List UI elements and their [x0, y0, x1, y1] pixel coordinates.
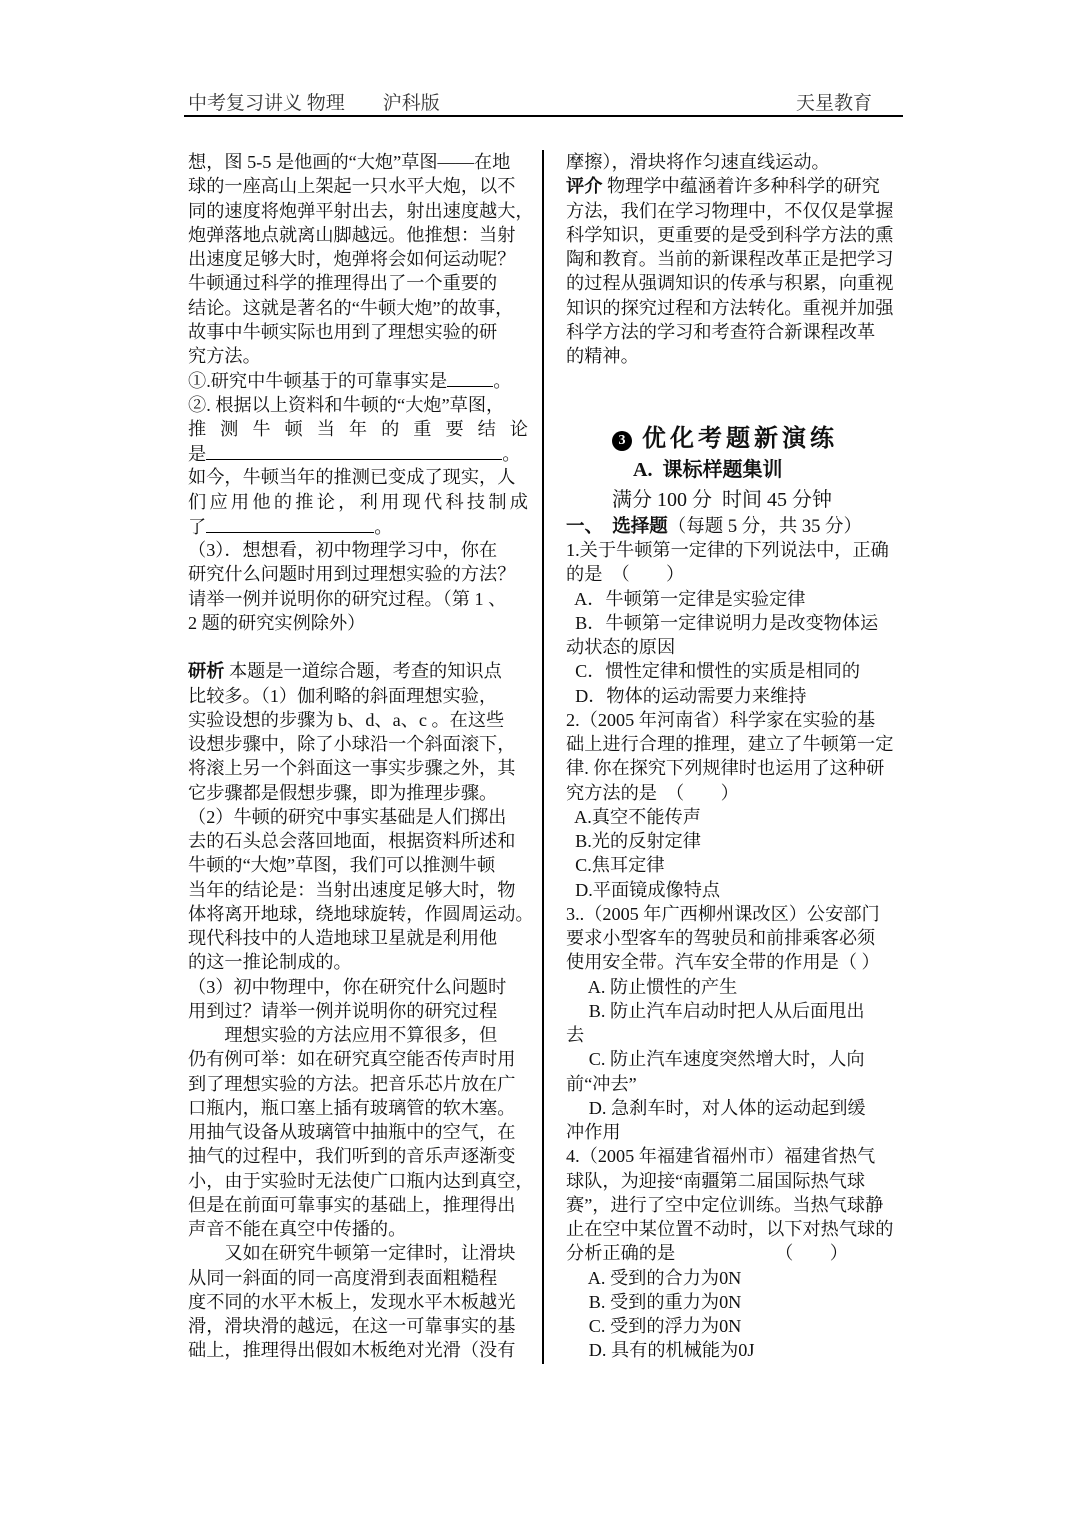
line-text: D. 急刹车时，对人体的运动起到缓 [566, 1097, 866, 1118]
text-line [566, 538, 902, 562]
text-line [188, 1217, 528, 1241]
text-line [188, 1023, 528, 1047]
left-column [188, 150, 534, 1363]
line-text: 4.（2005 年福建省福州市）福建省热气 [566, 1146, 876, 1167]
line-text: 球的一座高山上架起一只水平大炮，以不 [188, 176, 516, 197]
text-line [566, 320, 902, 344]
line-text: 出速度足够大时，炮弹将会如何运动呢？ [188, 249, 516, 269]
text-line [188, 684, 528, 708]
line-text: 滑，滑块滑的越远，在这一可靠事实的基 [188, 1316, 516, 1336]
line-text: A.真空不能传声 [566, 806, 701, 827]
text-line [566, 853, 902, 877]
line-text: 当年的结论是：当射出速度足够大时，物 [188, 879, 516, 900]
text-line [188, 393, 528, 417]
part-title: 选择题 [612, 517, 668, 537]
text-line [188, 538, 528, 562]
line-end-text: 。 [502, 444, 521, 464]
line-text: A. 受到的合力为0N [566, 1267, 742, 1288]
text-line [188, 562, 528, 586]
text-line [188, 150, 528, 174]
line-text: 去 [566, 1025, 585, 1045]
line-text: 赛”，进行了空中定位训练。当热气球静 [566, 1194, 884, 1215]
line-text: 础上进行合理的推理，建立了牛顿第一定 [566, 734, 894, 754]
line-text: 故事中牛顿实际也用到了理想实验的研 [188, 321, 498, 342]
text-line [566, 805, 902, 829]
line-text: C. 防止汽车速度突然增大时，人向 [566, 1049, 865, 1070]
line-text: B. 受到的重力为0N [566, 1291, 742, 1312]
text-line [188, 878, 528, 902]
line-text: A. 防止惯性的产生 [566, 976, 738, 997]
text-line [188, 199, 534, 223]
line-text: 它步骤都是假想步骤，即为推理步骤。 [188, 782, 498, 803]
text-line [566, 1144, 902, 1168]
text-line [188, 853, 528, 877]
text-line [188, 296, 528, 320]
text-line [566, 247, 902, 271]
text-line [566, 635, 902, 659]
section-heading [612, 418, 838, 453]
line-text: 用到过？请举一例并说明你的研究过程 [188, 1000, 498, 1021]
text-line [566, 1338, 902, 1362]
line-text: 结论。这就是著名的“牛顿大炮”的故事， [188, 297, 514, 318]
text-line [188, 247, 528, 271]
text-line [566, 1072, 902, 1096]
text-line [566, 1217, 902, 1241]
text-line [188, 611, 528, 635]
text-line [188, 1072, 528, 1096]
text-line [188, 975, 528, 999]
text-line [188, 1120, 528, 1144]
text-line [566, 271, 902, 295]
line-text: 动状态的原因 [566, 637, 676, 657]
text-line [566, 1241, 902, 1265]
text-line [188, 829, 528, 853]
fill-in-blank [206, 441, 502, 460]
text-line [566, 562, 902, 586]
text-line [188, 635, 528, 659]
text-line [188, 1266, 528, 1290]
line-text: 要求小型客车的驾驶员和前排乘客必须 [566, 928, 876, 948]
text-line [188, 708, 528, 732]
text-line [566, 781, 902, 805]
line-text: 的这一推论制成的。 [188, 952, 352, 973]
line-text: （3）．想想看，初中物理学习中，你在 [188, 540, 498, 560]
line-text: D．物体的运动需要力来维持 [566, 685, 807, 706]
line-text: 声音不能在真空中传播的。 [188, 1219, 407, 1239]
line-text: 到了理想实验的方法。把音乐芯片放在广 [188, 1073, 516, 1094]
text-line [566, 587, 902, 611]
text-line [566, 174, 902, 198]
line-text: 律. 你在探究下列规律时也运用了这种研 [566, 758, 885, 779]
text-line [188, 1314, 528, 1338]
right-column-top [566, 150, 902, 368]
text-line [188, 1144, 528, 1168]
section-title: 优化考题新演练 [642, 426, 838, 452]
text-line [188, 1193, 528, 1217]
line-text: 冲作用 [566, 1122, 621, 1142]
line-text: 知识的探究过程和方法转化。重视并加强 [566, 297, 894, 318]
line-end-text: 。 [493, 371, 512, 392]
line-text: 如今，牛顿当年的推测已变成了现实，人 [188, 467, 516, 488]
text-line [566, 1023, 902, 1047]
text-line [188, 1169, 534, 1193]
line-text: 3..（2005 年广西柳州课改区）公安部门 [566, 903, 880, 924]
part-note: （每题 5 分，共 35 分） [667, 517, 863, 537]
text-line [566, 708, 902, 732]
section-subtitle: A. 课标样题集训 [633, 459, 783, 481]
line-text: （3）初中物理中，你在研究什么问题时 [188, 976, 507, 997]
text-line [566, 1193, 902, 1217]
fill-in-blank [206, 514, 374, 533]
text-line [188, 223, 528, 247]
line-text: 同的速度将炮弹平射出去，射出速度越大， [188, 200, 534, 221]
line-text: 的精神。 [566, 346, 639, 366]
score-time: 满分 100 分 时间 45 分钟 [612, 489, 832, 511]
line-text: 科学方法的学习和考查符合新课程改革 [566, 321, 876, 342]
text-line [566, 902, 902, 926]
line-text: 前“冲去” [566, 1073, 637, 1094]
line-text: 止在空中某位置不动时，以下对热气球的 [566, 1219, 894, 1239]
line-text: 将滚上另一个斜面这一事实步骤之外，其 [188, 758, 516, 779]
line-text: 科学知识，更重要的是受到科学方法的熏 [566, 224, 894, 245]
header-right: 天星教育 [796, 93, 873, 114]
line-text: D.平面镜成像特点 [566, 879, 721, 900]
bold-label: 研析 [188, 661, 225, 682]
text-line [188, 781, 528, 805]
line-text: 本题是一道综合题，考查的知识点 [224, 661, 502, 682]
questions-column [566, 538, 902, 1363]
line-text: 摩擦），滑块将作匀速直线运动。 [566, 152, 830, 172]
line-text: 体将离开地球，绕地球旋转，作圆周运动。 [188, 903, 534, 924]
text-line [566, 344, 902, 368]
text-line [566, 199, 902, 223]
line-text: 推测牛顿当年的重要结论 [188, 418, 528, 439]
line-text: 仍有例可举：如在研究真空能否传声时用 [188, 1049, 516, 1070]
text-line [188, 368, 528, 392]
line-text: A．牛顿第一定律是实验定律 [566, 588, 806, 609]
line-text: 了 [188, 516, 207, 537]
line-text: 口瓶内，瓶口塞上插有玻璃管的软木塞。 [188, 1097, 516, 1118]
line-text: 方法，我们在学习物理中，不仅仅是掌握 [566, 200, 894, 221]
line-text: 是 [188, 444, 207, 464]
text-line [566, 1047, 902, 1071]
line-text: 究方法的是 （ ） [566, 782, 739, 803]
line-text: D. 具有的机械能为0J [566, 1340, 755, 1361]
line-text: C．惯性定律和惯性的实质是相同的 [566, 661, 861, 682]
text-line [566, 926, 902, 950]
text-line [566, 1120, 902, 1144]
line-end-text: 。 [374, 516, 393, 537]
line-text: C. 受到的浮力为0N [566, 1316, 742, 1336]
line-text: 又如在研究牛顿第一定律时，让滑块 [188, 1243, 516, 1264]
line-text: 的过程从强调知识的传承与积累，向重视 [566, 273, 894, 294]
text-line [188, 1241, 528, 1265]
text-line [566, 684, 902, 708]
line-text: （2）牛顿的研究中事实基础是人们掷出 [188, 806, 507, 827]
text-line [566, 999, 902, 1023]
column-divider [542, 150, 544, 1364]
text-line [188, 999, 528, 1023]
line-text: 比较多。（1）伽利略的斜面理想实验， [188, 685, 498, 706]
line-text: 牛顿通过科学的推理得出了一个重要的 [188, 273, 498, 294]
text-line [188, 417, 528, 441]
line-text: 分析正确的是 （ ） [566, 1243, 848, 1264]
line-text: 现代科技中的人造地球卫星就是利用他 [188, 928, 498, 948]
line-text: 础上，推理得出假如木板绝对光滑（没有 [188, 1340, 516, 1361]
text-line [188, 926, 528, 950]
line-text: 球队，为迎接“南疆第二届国际热气球 [566, 1170, 866, 1191]
line-text: 设想步骤中，除了小球沿一个斜面滚下， [188, 734, 516, 754]
text-line [566, 732, 902, 756]
section-number-badge: 3 [612, 431, 632, 451]
text-line [188, 1338, 528, 1362]
line-text: 小，由于实验时无法使广口瓶内达到真空， [188, 1170, 534, 1191]
text-line [566, 223, 902, 247]
line-text: 研究什么问题时用到过理想实验的方法？ [188, 564, 516, 585]
part-label: 一、 [566, 517, 613, 537]
text-line [566, 659, 902, 683]
line-text: 抽气的过程中，我们听到的音乐声逐渐变 [188, 1146, 516, 1167]
line-text: 物理学中蕴涵着许多种科学的研究 [602, 176, 880, 197]
line-text: 请举一例并说明你的研究过程。（第 1 、 [188, 588, 507, 609]
line-text: 从同一斜面的同一高度滑到表面粗糙程 [188, 1267, 498, 1288]
line-text: C.焦耳定律 [566, 855, 665, 876]
line-text: B．牛顿第一定律说明力是改变物体运 [566, 612, 879, 633]
text-line [188, 465, 528, 489]
text-line [188, 659, 528, 683]
text-line [566, 296, 902, 320]
text-line [566, 611, 902, 635]
fill-in-blank [447, 368, 493, 387]
line-text: 去的石头总会落回地面，根据资料所述和 [188, 831, 516, 851]
line-text: 使用安全带。汽车安全带的作用是（ ） [566, 952, 880, 973]
text-line [188, 320, 528, 344]
text-line [566, 150, 902, 174]
line-text: 想，图 5-5 是他画的“大炮”草图——在地 [188, 152, 511, 172]
line-text: 陶和教育。当前的新课程改革正是把学习 [566, 249, 894, 269]
bold-label: 评介 [566, 176, 603, 197]
header-divider [184, 115, 903, 117]
text-line [188, 1096, 528, 1120]
text-line [188, 805, 528, 829]
text-line [188, 490, 528, 514]
line-text: B. 防止汽车启动时把人从后面甩出 [566, 1000, 865, 1021]
text-line [188, 271, 528, 295]
text-line [188, 514, 528, 538]
text-line [188, 344, 528, 368]
line-text: B.光的反射定律 [566, 831, 701, 851]
line-text: 2 题的研究实例除外） [188, 612, 366, 633]
line-text: 1.关于牛顿第一定律的下列说法中，正确 [566, 540, 889, 560]
text-line [566, 878, 902, 902]
text-line [188, 950, 528, 974]
text-line [566, 1096, 902, 1120]
text-line [188, 1290, 528, 1314]
line-text: 度不同的水平木板上，发现水平木板越光 [188, 1291, 516, 1312]
part-heading [566, 512, 862, 538]
line-text: 2.（2005 年河南省）科学家在实验的基 [566, 709, 876, 730]
header-left: 中考复习讲义 物理 沪科版 [188, 93, 440, 114]
text-line [188, 441, 528, 465]
text-line [566, 1290, 902, 1314]
line-text: 究方法。 [188, 346, 261, 366]
line-text: 理想实验的方法应用不算很多，但 [188, 1025, 498, 1045]
line-text: 牛顿的“大炮”草图，我们可以推测牛顿 [188, 855, 496, 876]
line-text: 实验设想的步骤为 b、d、a、c 。在这些 [188, 709, 505, 730]
line-text: 们应用他的推论，利用现代科技制成 [188, 491, 528, 512]
text-line [566, 829, 902, 853]
line-text: ①.研究中牛顿基于的可靠事实是 [188, 371, 448, 392]
text-line [566, 1169, 902, 1193]
line-text: 用抽气设备从玻璃管中抽瓶中的空气，在 [188, 1122, 516, 1142]
line-text: ②. 根据以上资料和牛顿的“大炮”草图， [188, 394, 505, 415]
line-text: 但是在前面可靠事实的基础上，推理得出 [188, 1194, 516, 1215]
text-line [188, 587, 528, 611]
text-line [188, 1047, 528, 1071]
line-text: 的是 （ ） [566, 564, 685, 585]
text-line [188, 902, 534, 926]
text-line [566, 975, 902, 999]
text-line [188, 756, 528, 780]
text-line [566, 1314, 902, 1338]
text-line [188, 174, 528, 198]
text-line [566, 1266, 902, 1290]
line-text: 炮弹落地点就离山脚越远。他推想：当射 [188, 224, 516, 245]
text-line [566, 756, 902, 780]
text-line [566, 950, 902, 974]
text-line [188, 732, 528, 756]
